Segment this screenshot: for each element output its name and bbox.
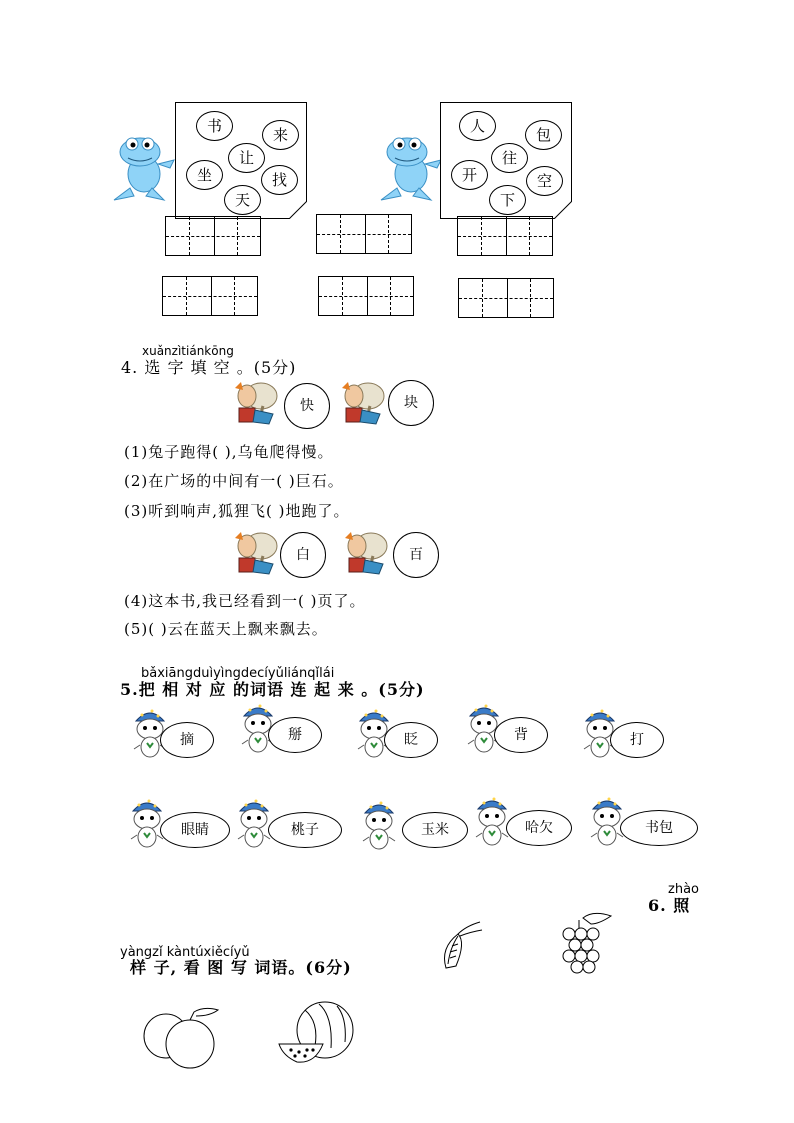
writing-grid-box[interactable] [162,276,258,316]
cloud-word: 天 [224,185,261,215]
q6-pinyin-line: yàngzǐ kàntúxiěcíyǔ [120,945,250,960]
cloud-word: 人 [459,111,496,141]
grapes-icon [533,910,635,982]
frog-illustration-right [377,130,443,204]
cloud-word: 坐 [186,160,223,190]
elephant-icon [340,380,392,426]
page-fold-icon [289,201,307,219]
sentence-line: (5)( )云在蓝天上飘来飘去。 [124,620,328,638]
writing-grid-box[interactable] [316,214,412,254]
verb-oval[interactable]: 摘 [160,722,214,758]
oranges-icon [132,1002,232,1074]
verb-oval[interactable]: 背 [494,717,548,753]
noun-oval[interactable]: 哈欠 [506,810,572,846]
cloud-word: 下 [489,185,526,215]
word-cloud-panel-left [175,102,307,219]
elephant-icon [343,530,395,576]
sentence-line: (2)在广场的中间有一( )巨石。 [124,472,344,490]
writing-grid-box[interactable] [165,216,261,256]
noun-oval[interactable]: 书包 [620,810,698,846]
cloud-word: 让 [228,143,265,173]
noun-oval[interactable]: 玉米 [402,812,468,848]
cloud-word: 找 [261,165,298,195]
q6-title-rest: 样 子, 看 图 写 词语。(6分) [130,958,352,977]
writing-grid-box[interactable] [457,216,553,256]
frog-illustration-left [110,130,176,204]
q5-title: 5.把 相 对 应 的词语 连 起 来 。(5分) [120,680,425,699]
verb-oval[interactable]: 打 [610,722,664,758]
cloud-word: 开 [451,160,488,190]
writing-grid-box[interactable] [458,278,554,318]
word-cloud-panel-right [440,102,572,219]
q4-pinyin: xuǎnzìtiánkōng [142,344,234,358]
choice-circle[interactable]: 快 [284,383,330,429]
elephant-icon [233,380,285,426]
page-fold-icon [554,201,572,219]
verb-oval[interactable]: 掰 [268,717,322,753]
cloud-word: 往 [491,143,528,173]
cloud-word: 包 [525,120,562,150]
q6-title-start: 6. 照 [648,896,691,915]
writing-grid-box[interactable] [318,276,414,316]
cloud-word: 空 [526,166,563,196]
elephant-icon [233,530,285,576]
sentence-line: (1)兔子跑得( ),乌龟爬得慢。 [124,443,334,461]
sentence-line: (3)听到响声,狐狸飞( )地跑了。 [124,502,350,520]
noun-oval[interactable]: 桃子 [268,812,342,848]
choice-circle[interactable]: 白 [280,532,326,578]
corn-icon [436,918,486,974]
verb-oval[interactable]: 眨 [384,722,438,758]
cat-icon [357,797,401,855]
q4-title: 4. 选 字 填 空 。(5分) [121,358,297,377]
q6-pinyin-zhao: zhào [668,882,699,897]
q5-pinyin: bǎxiāngduìyìngdecíyǔliánqǐlái [141,666,335,681]
watermelon-icon [275,998,359,1068]
choice-circle[interactable]: 块 [388,380,434,426]
cloud-word: 书 [196,111,233,141]
cloud-word: 来 [262,120,299,150]
choice-circle[interactable]: 百 [393,532,439,578]
sentence-line: (4)这本书,我已经看到一( )页了。 [124,592,366,610]
noun-oval[interactable]: 眼睛 [160,812,230,848]
